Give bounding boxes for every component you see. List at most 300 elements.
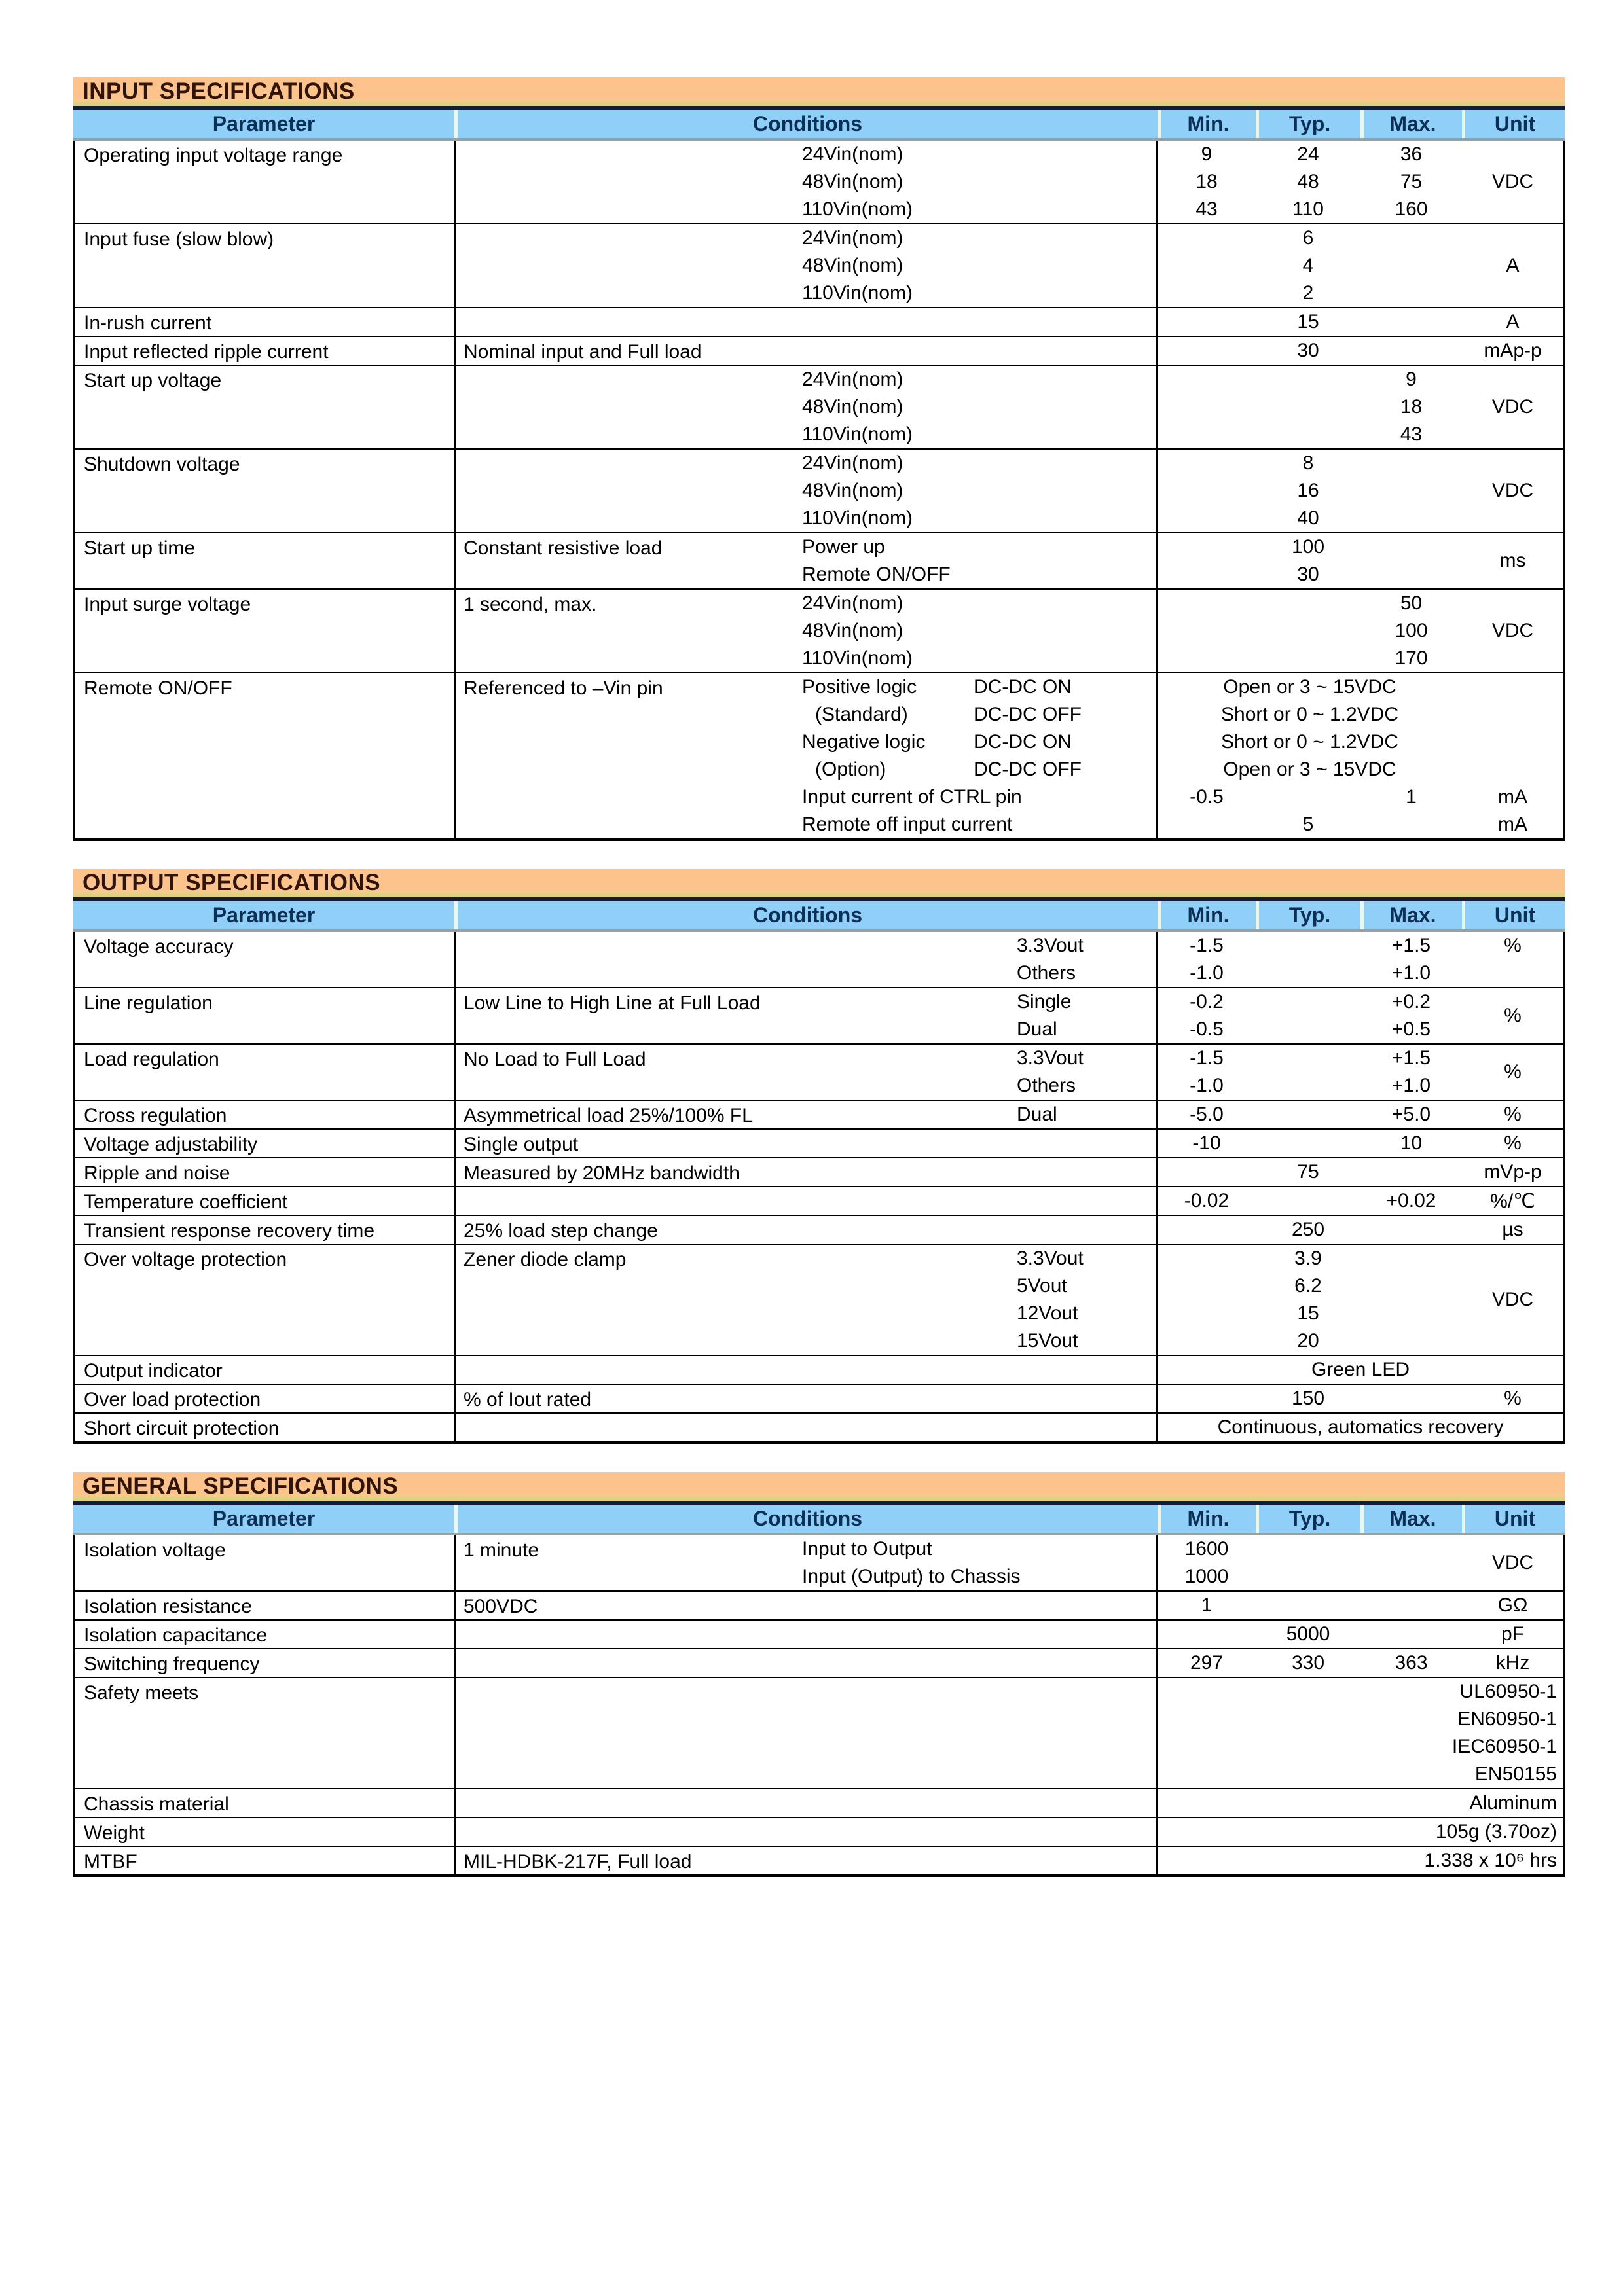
group-unit: ms xyxy=(1499,550,1526,571)
sub-condition-state: DC-DC ON xyxy=(974,731,1072,753)
condition-text: No Load to Full Load xyxy=(464,1049,646,1070)
conditions-cell xyxy=(454,224,1158,307)
unit-value: mA xyxy=(1498,786,1527,808)
table-row xyxy=(75,988,1563,1045)
unit-value: % xyxy=(1504,1388,1522,1409)
sub-condition xyxy=(456,279,1156,307)
unit-value: % xyxy=(1504,1132,1522,1154)
parameter-name: Isolation voltage xyxy=(84,1539,226,1561)
sub-condition-label: (Option) xyxy=(815,759,886,780)
value-span: 105g (3.70oz) xyxy=(1435,1821,1557,1842)
conditions-cell xyxy=(454,1045,1158,1100)
max-value: +1.0 xyxy=(1391,962,1431,984)
condition-text: 1 second, max. xyxy=(464,594,597,615)
conditions-cell xyxy=(454,1356,1158,1384)
condition-text: Referenced to –Vin pin xyxy=(464,677,663,699)
section-title: GENERAL SPECIFICATIONS xyxy=(82,1473,399,1499)
max-value: +0.2 xyxy=(1391,991,1431,1013)
sub-condition xyxy=(456,728,1156,756)
conditions-cell xyxy=(454,1847,1158,1874)
conditions-cell xyxy=(454,1414,1158,1441)
conditions-cell xyxy=(454,1101,1158,1128)
typ-value: 4 xyxy=(1302,255,1314,276)
general-specifications-table xyxy=(73,1472,1565,1877)
max-value: 36 xyxy=(1400,143,1423,165)
sub-condition-label: 48Vin(nom) xyxy=(802,255,903,276)
sub-condition-state: DC-DC OFF xyxy=(974,704,1082,725)
sub-condition xyxy=(456,960,1156,987)
table-row xyxy=(75,1385,1563,1414)
sub-condition-label: 48Vin(nom) xyxy=(802,620,903,641)
typ-value: 5 xyxy=(1302,814,1314,835)
column-header-parameter: Parameter xyxy=(212,1507,316,1530)
column-header-min: Min. xyxy=(1158,1505,1256,1533)
sub-condition xyxy=(456,533,1156,561)
sub-condition xyxy=(456,252,1156,279)
typ-value: 3.9 xyxy=(1294,1247,1322,1269)
value-span: 1.338 x 10⁶ hrs xyxy=(1424,1850,1557,1871)
sub-condition-label: 110Vin(nom) xyxy=(802,282,913,304)
typ-value: 2 xyxy=(1302,282,1314,304)
column-header-conditions: Conditions xyxy=(454,110,1158,138)
sub-condition-label: 24Vin(nom) xyxy=(802,452,903,474)
sub-condition xyxy=(456,366,1156,393)
group-unit: VDC xyxy=(1491,396,1534,418)
sub-condition-label: Dual xyxy=(1017,1103,1057,1125)
conditions-cell xyxy=(454,1158,1158,1186)
conditions-cell xyxy=(454,450,1158,532)
sub-condition xyxy=(456,1045,1156,1072)
table-row xyxy=(75,1621,1563,1649)
min-value: 43 xyxy=(1195,198,1218,220)
sub-condition-label: 24Vin(nom) xyxy=(802,592,903,614)
parameter-name: Isolation capacitance xyxy=(84,1624,268,1646)
table-body xyxy=(73,1535,1565,1877)
conditions-cell xyxy=(454,366,1158,448)
sub-condition-state: DC-DC ON xyxy=(974,676,1072,698)
condition-text: Measured by 20MHz bandwidth xyxy=(464,1162,740,1184)
sub-condition xyxy=(456,393,1156,421)
conditions-cell xyxy=(454,1649,1158,1677)
typ-value: 16 xyxy=(1297,480,1319,501)
sub-condition-label: Remote off input current xyxy=(802,814,1013,835)
sub-condition-label: 110Vin(nom) xyxy=(802,423,913,445)
min-value: -0.5 xyxy=(1190,786,1224,808)
table-row xyxy=(75,1101,1563,1130)
table-row xyxy=(75,1818,1563,1847)
table-row xyxy=(75,1130,1563,1158)
value-span: Green LED xyxy=(1311,1359,1410,1380)
unit-value: mVp-p xyxy=(1484,1161,1542,1183)
value-span: Short or 0 ~ 1.2VDC xyxy=(1221,704,1398,725)
sub-condition-label: 5Vout xyxy=(1017,1275,1067,1297)
table-row xyxy=(75,308,1563,337)
table-row xyxy=(75,1678,1563,1789)
conditions-cell xyxy=(454,1789,1158,1817)
sub-condition-label: Power up xyxy=(802,536,885,558)
sub-condition xyxy=(456,196,1156,223)
typ-value: 48 xyxy=(1297,171,1319,192)
typ-value: 40 xyxy=(1297,507,1319,529)
sub-condition xyxy=(456,988,1156,1016)
min-value: -1.5 xyxy=(1190,1047,1224,1069)
parameter-name: Isolation resistance xyxy=(84,1596,252,1617)
table-row xyxy=(75,1414,1563,1441)
unit-value: mAp-p xyxy=(1484,340,1542,361)
typ-value: 15 xyxy=(1297,311,1319,332)
max-value: 75 xyxy=(1400,171,1423,192)
min-value: 1600 xyxy=(1184,1538,1229,1560)
sub-condition-label: Others xyxy=(1017,962,1076,984)
conditions-cell xyxy=(454,590,1158,672)
max-value: 170 xyxy=(1395,647,1428,669)
group-unit: % xyxy=(1504,1005,1522,1026)
sub-condition xyxy=(456,617,1156,645)
section-header xyxy=(73,77,1565,110)
parameter-name: Ripple and noise xyxy=(84,1162,230,1184)
conditions-cell xyxy=(454,308,1158,336)
sub-condition-label: Input current of CTRL pin xyxy=(802,786,1022,808)
sub-condition-label: 48Vin(nom) xyxy=(802,480,903,501)
sub-condition xyxy=(456,224,1156,252)
conditions-cell xyxy=(454,673,1158,838)
table-row xyxy=(75,1535,1563,1592)
sub-condition-label: 15Vout xyxy=(1017,1330,1078,1352)
min-value: -0.2 xyxy=(1190,991,1224,1013)
min-value: -0.5 xyxy=(1190,1018,1224,1040)
max-value: 10 xyxy=(1400,1132,1423,1154)
parameter-name: Output indicator xyxy=(84,1360,223,1382)
max-value: 9 xyxy=(1406,368,1417,390)
parameter-name: Transient response recovery time xyxy=(84,1220,375,1242)
value-span: Continuous, automatics recovery xyxy=(1217,1416,1504,1438)
value-span: IEC60950-1 xyxy=(1451,1736,1557,1757)
max-value: +1.0 xyxy=(1391,1075,1431,1096)
table-row xyxy=(75,1045,1563,1101)
sub-condition xyxy=(456,783,1156,811)
parameter-name: Input reflected ripple current xyxy=(84,341,329,363)
table-row xyxy=(75,1847,1563,1874)
column-header-max: Max. xyxy=(1360,110,1462,138)
conditions-cell xyxy=(454,988,1158,1043)
condition-text: 500VDC xyxy=(464,1596,538,1617)
sub-condition xyxy=(456,932,1156,960)
table-row xyxy=(75,1216,1563,1245)
value-span: UL60950-1 xyxy=(1459,1681,1557,1702)
conditions-cell xyxy=(454,1535,1158,1590)
conditions-cell xyxy=(454,932,1158,987)
unit-value: GΩ xyxy=(1497,1594,1528,1616)
sub-condition-label: 24Vin(nom) xyxy=(802,368,903,390)
conditions-cell xyxy=(454,1245,1158,1355)
sub-condition-label: 110Vin(nom) xyxy=(802,647,913,669)
max-value: 160 xyxy=(1395,198,1428,220)
unit-value: kHz xyxy=(1495,1652,1530,1674)
typ-value: 6.2 xyxy=(1294,1275,1322,1297)
condition-text: Zener diode clamp xyxy=(464,1249,627,1270)
table-row xyxy=(75,366,1563,450)
conditions-cell xyxy=(454,1216,1158,1244)
sub-condition-label: 110Vin(nom) xyxy=(802,507,913,529)
sub-condition-label: Negative logic xyxy=(802,731,926,753)
column-header-conditions: Conditions xyxy=(454,901,1158,929)
unit-value: pF xyxy=(1501,1623,1524,1645)
table-row xyxy=(75,337,1563,366)
section-title: INPUT SPECIFICATIONS xyxy=(82,79,355,104)
parameter-name: Start up voltage xyxy=(84,370,222,391)
sub-condition-label: Positive logic xyxy=(802,676,917,698)
parameter-name: Temperature coefficient xyxy=(84,1191,288,1213)
min-value: 1 xyxy=(1201,1594,1213,1616)
min-value: -0.02 xyxy=(1184,1190,1230,1211)
sub-condition xyxy=(456,421,1156,448)
parameter-name: Input surge voltage xyxy=(84,594,251,615)
parameter-name: Short circuit protection xyxy=(84,1418,280,1439)
min-value: 1000 xyxy=(1184,1566,1229,1587)
column-header-row xyxy=(73,1505,1565,1535)
sub-condition xyxy=(456,168,1156,196)
typ-value: 110 xyxy=(1292,198,1324,220)
sub-condition xyxy=(456,673,1156,701)
parameter-name: Shutdown voltage xyxy=(84,454,240,475)
parameter-name: Weight xyxy=(84,1822,145,1844)
max-value: 43 xyxy=(1400,423,1423,445)
condition-text: Single output xyxy=(464,1134,579,1155)
conditions-cell xyxy=(454,1818,1158,1846)
typ-value: 24 xyxy=(1297,143,1319,165)
column-header-unit: Unit xyxy=(1462,1505,1565,1533)
table-row xyxy=(75,450,1563,533)
sub-condition xyxy=(456,1563,1156,1590)
table-row xyxy=(75,1187,1563,1216)
column-header-max: Max. xyxy=(1360,901,1462,929)
parameter-name: Operating input voltage range xyxy=(84,145,343,166)
parameter-name: Remote ON/OFF xyxy=(84,677,232,699)
sub-condition xyxy=(456,450,1156,477)
sub-condition-label: 3.3Vout xyxy=(1017,1247,1084,1269)
conditions-cell xyxy=(454,1187,1158,1215)
table-row xyxy=(75,932,1563,988)
typ-value: 8 xyxy=(1302,452,1314,474)
sub-condition xyxy=(456,141,1156,168)
sub-condition xyxy=(456,1327,1156,1355)
parameter-name: Safety meets xyxy=(84,1682,199,1704)
unit-value: A xyxy=(1506,311,1520,332)
group-unit: VDC xyxy=(1491,1289,1534,1310)
value-span: Open or 3 ~ 15VDC xyxy=(1223,759,1396,780)
value-span: Aluminum xyxy=(1469,1792,1557,1814)
unit-value: % xyxy=(1504,1103,1522,1125)
sub-condition-label: 48Vin(nom) xyxy=(802,171,903,192)
min-value: -10 xyxy=(1192,1132,1221,1154)
table-row xyxy=(75,141,1563,224)
table-body xyxy=(73,932,1565,1444)
min-value: 297 xyxy=(1190,1652,1224,1674)
min-value: -1.0 xyxy=(1190,1075,1224,1096)
typ-value: 15 xyxy=(1297,1302,1319,1324)
typ-value: 100 xyxy=(1291,536,1325,558)
column-header-max: Max. xyxy=(1360,1505,1462,1533)
max-value: 363 xyxy=(1395,1652,1428,1674)
group-unit: A xyxy=(1506,255,1520,276)
sub-condition-label: Input to Output xyxy=(802,1538,932,1560)
table-row xyxy=(75,224,1563,308)
table-row xyxy=(75,1789,1563,1818)
sub-condition xyxy=(456,1101,1156,1128)
max-value: +0.02 xyxy=(1386,1190,1436,1211)
sub-condition-label: 3.3Vout xyxy=(1017,1047,1084,1069)
column-header-row xyxy=(73,901,1565,932)
column-header-typ: Typ. xyxy=(1256,901,1360,929)
table-row xyxy=(75,1356,1563,1385)
condition-text: 1 minute xyxy=(464,1539,539,1561)
sub-condition-label: 110Vin(nom) xyxy=(802,198,913,220)
sub-condition xyxy=(456,1272,1156,1300)
group-unit: VDC xyxy=(1491,171,1534,192)
column-header-min: Min. xyxy=(1158,901,1256,929)
max-value: +0.5 xyxy=(1391,1018,1431,1040)
sub-condition xyxy=(456,1535,1156,1563)
table-row xyxy=(75,1592,1563,1621)
parameter-name: MTBF xyxy=(84,1851,137,1873)
table-row xyxy=(75,590,1563,673)
unit-value: mA xyxy=(1498,814,1527,835)
output-specifications-table xyxy=(73,869,1565,1444)
sub-condition xyxy=(456,561,1156,588)
typ-value: 20 xyxy=(1297,1330,1319,1352)
group-unit: % xyxy=(1504,935,1522,956)
conditions-cell xyxy=(454,141,1158,223)
sub-condition-label: 48Vin(nom) xyxy=(802,396,903,418)
unit-value: %/℃ xyxy=(1490,1190,1535,1212)
typ-value: 75 xyxy=(1297,1161,1319,1183)
sub-condition-label: (Standard) xyxy=(815,704,908,725)
group-unit: VDC xyxy=(1491,480,1534,501)
max-value: +1.5 xyxy=(1391,935,1431,956)
section-header xyxy=(73,869,1565,901)
max-value: +1.5 xyxy=(1391,1047,1431,1069)
value-span: EN60950-1 xyxy=(1457,1708,1557,1730)
sub-condition xyxy=(456,505,1156,532)
typ-value: 330 xyxy=(1291,1652,1325,1674)
table-row xyxy=(75,1649,1563,1678)
max-value: +5.0 xyxy=(1391,1103,1431,1125)
sub-condition xyxy=(456,1072,1156,1100)
value-span: Short or 0 ~ 1.2VDC xyxy=(1221,731,1398,753)
conditions-cell xyxy=(454,337,1158,365)
conditions-cell xyxy=(454,1592,1158,1619)
sub-condition-label: 24Vin(nom) xyxy=(802,143,903,165)
column-header-conditions: Conditions xyxy=(454,1505,1158,1533)
parameter-name: Voltage accuracy xyxy=(84,936,234,958)
condition-text: Constant resistive load xyxy=(464,537,663,559)
column-header-typ: Typ. xyxy=(1256,1505,1360,1533)
min-value: 9 xyxy=(1201,143,1213,165)
conditions-cell xyxy=(454,533,1158,588)
sub-condition-label: Single xyxy=(1017,991,1072,1013)
sub-condition xyxy=(456,701,1156,728)
condition-text: % of Iout rated xyxy=(464,1389,592,1410)
table-row xyxy=(75,673,1563,838)
group-unit: % xyxy=(1504,1061,1522,1083)
condition-text: MIL-HDBK-217F, Full load xyxy=(464,1851,692,1873)
max-value: 50 xyxy=(1400,592,1423,614)
typ-value: 30 xyxy=(1297,564,1319,585)
sub-condition-label: Dual xyxy=(1017,1018,1057,1040)
condition-text: Low Line to High Line at Full Load xyxy=(464,992,761,1014)
column-header-parameter: Parameter xyxy=(212,112,316,135)
column-header-parameter: Parameter xyxy=(212,903,316,927)
conditions-cell xyxy=(454,1678,1158,1788)
parameter-name: Voltage adjustability xyxy=(84,1134,258,1155)
typ-value: 5000 xyxy=(1286,1623,1330,1645)
condition-text: Asymmetrical load 25%/100% FL xyxy=(464,1105,753,1126)
sub-condition xyxy=(456,1300,1156,1327)
table-body xyxy=(73,141,1565,841)
parameter-name: Over load protection xyxy=(84,1389,261,1410)
parameter-name: Input fuse (slow blow) xyxy=(84,228,274,250)
sub-condition-label: 24Vin(nom) xyxy=(802,227,903,249)
parameter-name: Switching frequency xyxy=(84,1653,260,1675)
sub-condition xyxy=(456,645,1156,672)
parameter-name: Start up time xyxy=(84,537,196,559)
sub-condition xyxy=(456,811,1156,838)
typ-value: 30 xyxy=(1297,340,1319,361)
sub-condition xyxy=(456,1016,1156,1043)
column-header-min: Min. xyxy=(1158,110,1256,138)
section-header xyxy=(73,1472,1565,1505)
column-header-unit: Unit xyxy=(1462,901,1565,929)
conditions-cell xyxy=(454,1621,1158,1648)
group-unit: VDC xyxy=(1491,1552,1534,1573)
sub-condition-label: Others xyxy=(1017,1075,1076,1096)
sub-condition-state: DC-DC OFF xyxy=(974,759,1082,780)
column-header-unit: Unit xyxy=(1462,110,1565,138)
typ-value: 250 xyxy=(1291,1219,1325,1240)
sub-condition xyxy=(456,477,1156,505)
table-row xyxy=(75,1245,1563,1356)
parameter-name: Load regulation xyxy=(84,1049,219,1070)
typ-value: 150 xyxy=(1291,1388,1325,1409)
min-value: 18 xyxy=(1195,171,1218,192)
parameter-name: Cross regulation xyxy=(84,1105,227,1126)
value-span: EN50155 xyxy=(1474,1763,1557,1785)
sub-condition xyxy=(456,756,1156,783)
sub-condition-label: 12Vout xyxy=(1017,1302,1078,1324)
table-row xyxy=(75,1158,1563,1187)
value-span: Open or 3 ~ 15VDC xyxy=(1223,676,1396,698)
max-value: 18 xyxy=(1400,396,1423,418)
sub-condition-label: Remote ON/OFF xyxy=(802,564,951,585)
parameter-name: Over voltage protection xyxy=(84,1249,287,1270)
section-title: OUTPUT SPECIFICATIONS xyxy=(82,870,381,895)
sub-condition-label: 3.3Vout xyxy=(1017,935,1084,956)
column-header-row xyxy=(73,110,1565,141)
sub-condition xyxy=(456,1245,1156,1272)
max-value: 1 xyxy=(1406,786,1417,808)
conditions-cell xyxy=(454,1385,1158,1412)
sub-condition-label: Input (Output) to Chassis xyxy=(802,1566,1021,1587)
condition-text: Nominal input and Full load xyxy=(464,341,702,363)
unit-value: µs xyxy=(1502,1219,1523,1240)
min-value: -1.5 xyxy=(1190,935,1224,956)
sub-condition xyxy=(456,590,1156,617)
column-header-typ: Typ. xyxy=(1256,110,1360,138)
max-value: 100 xyxy=(1395,620,1428,641)
table-row xyxy=(75,533,1563,590)
parameter-name: In-rush current xyxy=(84,312,212,334)
condition-text: 25% load step change xyxy=(464,1220,658,1242)
